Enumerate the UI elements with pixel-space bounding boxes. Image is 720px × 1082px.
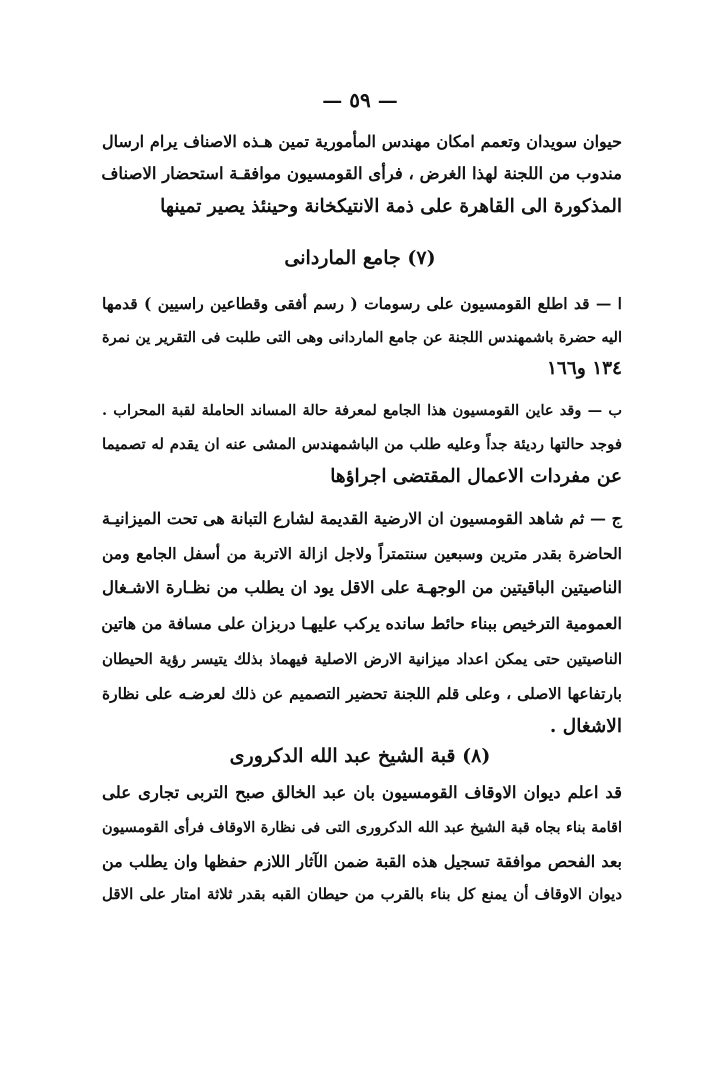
section-7-item-c-line-3: الناصيتين الباقيتين من الوجهـة على الاقل يود ان يطلب من نظـارة الاشـغال (102, 578, 622, 597)
section-7-item-c-line-1: ج — ثم شاهد القومسيون ان الارضية القديمة لشارع التبانة هى تحت الميزانيـة (102, 509, 622, 528)
section-8-line-4: ديوان الاوقاف أن يمنع كل بناء بالقرب من حيطان القبه بقدر ثلاثة امتار على الاقل (102, 885, 622, 903)
section-8-line-2: اقامة بناء بجاه قبة الشيخ عبد الله الدكرورى التى فى نظارة الاوقاف فرأى القومسيون (102, 819, 622, 836)
section-8-heading: (٨) قبة الشيخ عبد الله الدكرورى (229, 745, 491, 767)
intro-line-2: مندوب من اللجنة لهذا الغرض ، فرأى القومسيون موافقـة استحضار الاصناف (101, 164, 622, 183)
intro-line-1: حيوان سويدان وتعمم امكان مهندس المأمورية تمين هـذه الاصناف يرام ارسال (102, 132, 622, 151)
section-7-item-b-line-3: عن مفردات الاعمال المقتضى اجراؤها (330, 466, 622, 487)
section-8-line-3: بعد الفحص موافقة تسجيل هذه القبة ضمن الآثار اللازم حفظها وان يطلب من (102, 852, 622, 871)
section-7-item-b-line-1: ب — وقد عاين القومسيون هذا الجامع لمعرفة حالة المساند الحاملة لقبة المحراب . (102, 402, 622, 419)
section-7-item-c-line-4: العمومية الترخيص ببناء حائط سانده يركب عليهـا دربزان على مسافة من هاتين (101, 614, 622, 633)
section-7-item-a-line-3: ١٣٤ و١٦٦ (547, 358, 622, 379)
section-7-item-c-line-5: الناصيتين حتى يمكن اعداد ميزانية الارض الاصلية فيهماذ بذلك يتيسر رؤية الحيطان (102, 650, 622, 668)
intro-line-3: المذكورة الى القاهرة على ذمة الانتيكخانة وحينئذ يصير تمينها (160, 196, 622, 217)
section-7-heading: (٧) جامع الماردانى (284, 247, 436, 269)
section-7-item-c-line-7: الاشغال . (549, 716, 622, 737)
section-7-item-c-line-2: الحاضرة بقدر مترين وسبعين سنتمتراً ولاجل ازالة الاتربة من أسفل الجامع ومن (102, 544, 622, 563)
page-number: — ٥٩ — (322, 88, 398, 112)
section-7-item-c-line-6: بارتفاعها الاصلى ، وعلى قلم اللجنة تحضير التصميم عن ذلك لعرضـه على نظارة (102, 684, 622, 703)
section-7-item-b-line-2: فوجد حالتها رديئة جداً وعليه طلب من الباشمهندس المشى عنه ان يقدم له تصميما (102, 435, 622, 453)
section-8-line-1: قد اعلم ديوان الاوقاف القومسيون بان عبد الخالق صبح التربى تجارى على (102, 783, 622, 802)
section-7-item-a-line-2: اليه حضرة باشمهندس اللجنة عن جامع الماردانى وهى التى طلبت فى التقرير ين نمرة (102, 329, 622, 346)
section-7-item-a-line-1: ا — قد اطلع القومسيون على رسومات ( رسم أفقى وقطاعين راسيين ) قدمها (102, 294, 622, 313)
